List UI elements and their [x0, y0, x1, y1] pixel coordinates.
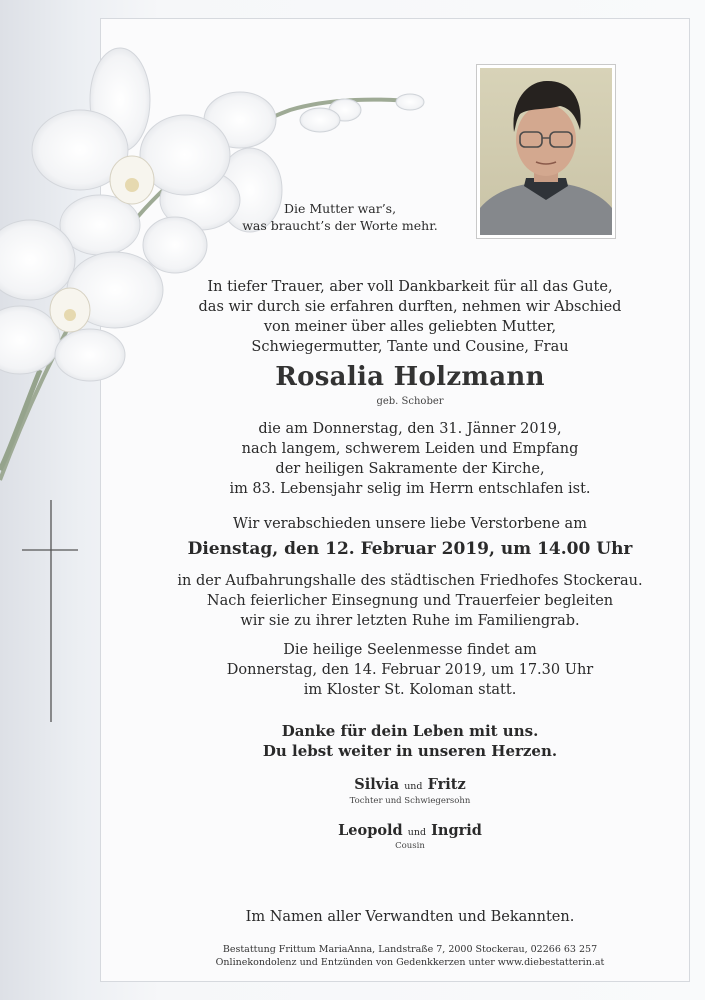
mourner-und: und [407, 827, 427, 838]
motto [220, 200, 460, 234]
thanks-line: Du lebst weiter in unseren Herzen. [262, 742, 558, 760]
maiden-name: geb. Schober [376, 396, 444, 407]
mourner-relation: Cousin [395, 841, 425, 851]
mourner-names [240, 822, 580, 839]
intro-text [140, 277, 680, 357]
mourner-first: Leopold [338, 822, 403, 839]
intro-line: von meiner über alles geliebten Mutter, [263, 319, 557, 335]
mass-text [140, 640, 680, 700]
death-line: der heiligen Sakramente der Kirche, [275, 461, 545, 477]
funeral-date: Dienstag, den 12. Februar 2019, um 14.00 Uhr [187, 539, 633, 559]
mourner-first: Silvia [354, 776, 400, 793]
portrait-image [480, 68, 612, 235]
location-line: Nach feierlicher Einsegnung und Trauerfeier begleiten [206, 593, 614, 609]
death-text [140, 419, 680, 499]
death-line: die am Donnerstag, den 31. Jänner 2019, [258, 421, 562, 437]
footer-address: Bestattung Frittum MariaAnna, Landstraße 7, 2000 Stockerau, 02266 63 257 [222, 944, 598, 955]
farewell-text: Wir verabschieden unsere liebe Verstorbene am [233, 516, 587, 532]
mass-line: im Kloster St. Koloman statt. [303, 682, 517, 698]
location-line: wir sie zu ihrer letzten Ruhe im Familiengrab. [240, 613, 580, 629]
intro-line: das wir durch sie erfahren durften, nehmen wir Abschied [198, 299, 622, 315]
mass-line: Die heilige Seelenmesse findet am [283, 642, 537, 658]
thanks-text [140, 721, 680, 761]
footer-website: Onlinekondolenz und Entzünden von Gedenkkerzen unter www.diebestatterin.at [215, 957, 605, 968]
intro-line: In tiefer Trauer, aber voll Dankbarkeit für all das Gute, [207, 279, 613, 295]
footer [140, 943, 680, 969]
deceased-name: Rosalia Holzmann [275, 362, 545, 392]
mourner-second: Fritz [427, 776, 466, 793]
motto-line: Die Mutter war’s, [283, 201, 397, 216]
location-line: in der Aufbahrungshalle des städtischen Friedhofes Stockerau. [177, 573, 643, 589]
portrait-photo [476, 64, 616, 239]
mourner-second: Ingrid [431, 822, 482, 839]
death-line: im 83. Lebensjahr selig im Herrn entschlafen ist. [229, 481, 591, 497]
death-line: nach langem, schwerem Leiden und Empfang [241, 441, 579, 457]
mourner-und: und [404, 781, 423, 792]
location-text [140, 571, 680, 631]
cross-icon [20, 500, 80, 722]
motto-line: was braucht’s der Worte mehr. [242, 218, 438, 233]
thanks-line: Danke für dein Leben mit uns. [281, 722, 539, 740]
intro-line: Schwiegermutter, Tante und Cousine, Frau [251, 339, 569, 355]
mourner-relation: Tochter und Schwiegersohn [349, 796, 471, 806]
closing-text: Im Namen aller Verwandten und Bekannten. [245, 909, 575, 925]
mourner-names [240, 776, 580, 793]
mass-line: Donnerstag, den 14. Februar 2019, um 17.30 Uhr [226, 662, 594, 678]
